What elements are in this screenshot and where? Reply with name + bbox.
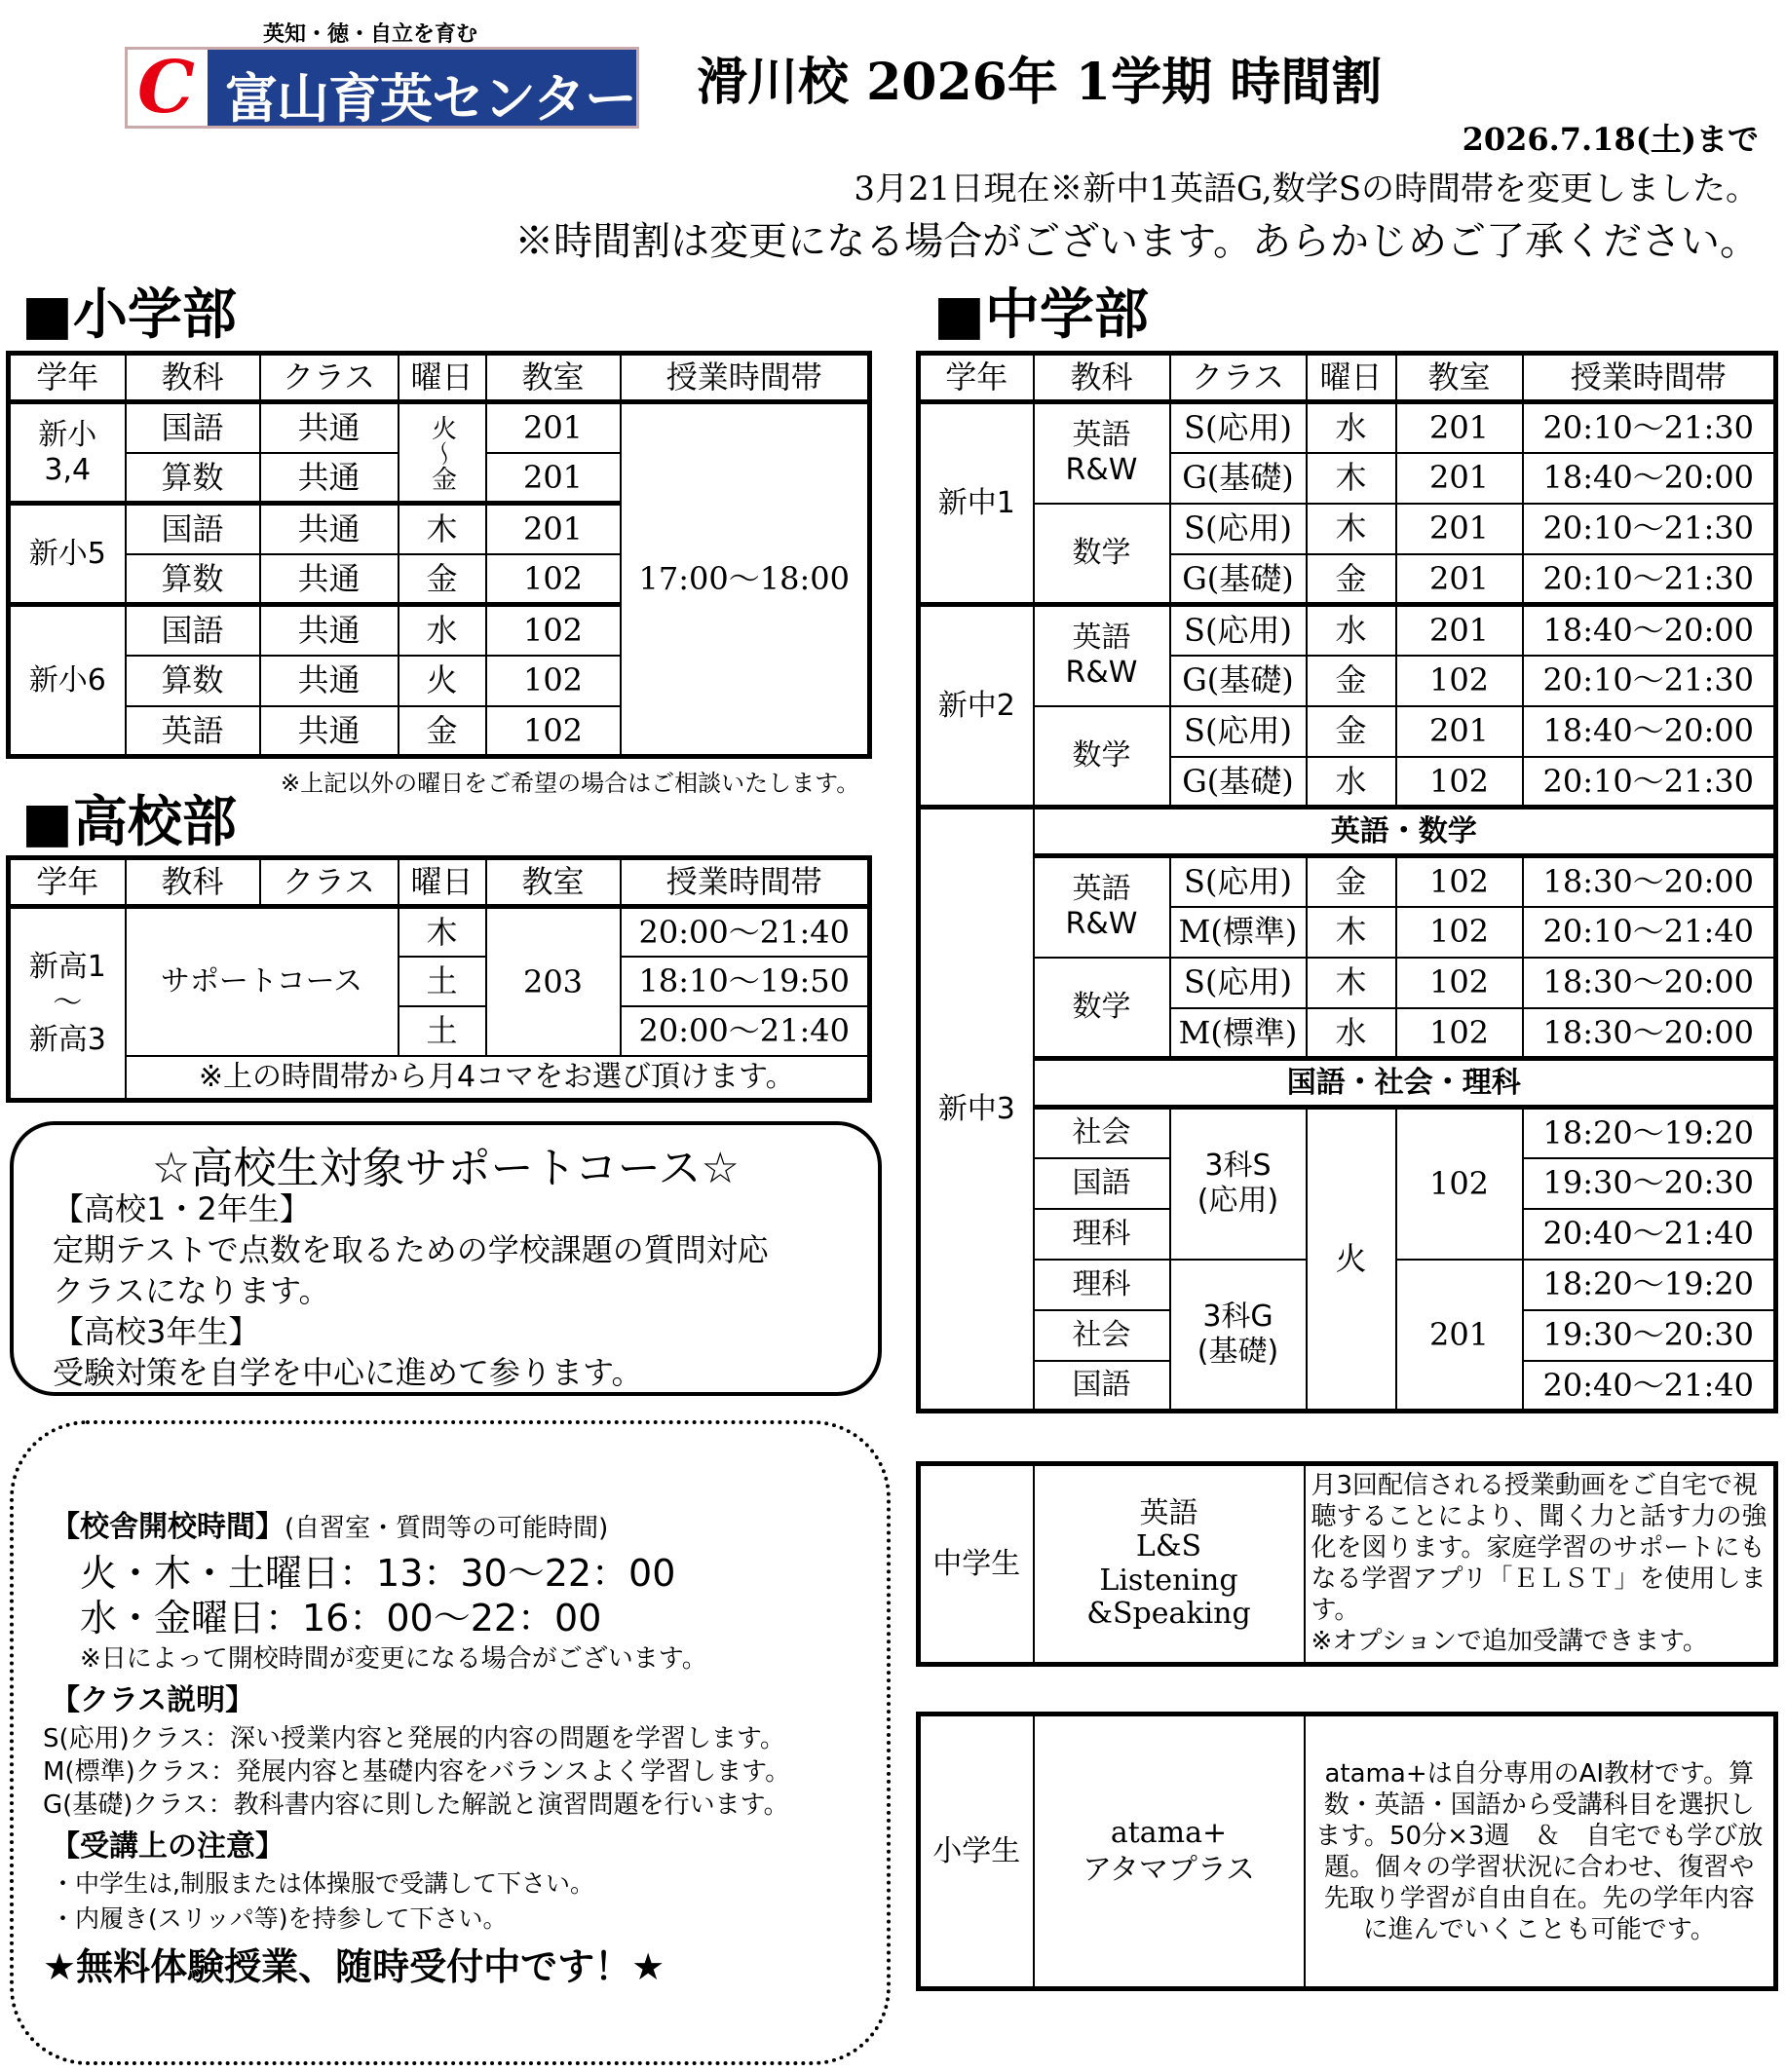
room-cell: 201: [1396, 706, 1523, 757]
room-cell: 201: [1396, 453, 1523, 504]
class-cell: G(基礎): [1170, 554, 1307, 605]
free-trial-banner: ★無料体験授業、随時受付中です！★: [43, 1945, 665, 1988]
ls-course: 英語 L&S Listening &Speaking: [1034, 1464, 1305, 1665]
class-cell: 共通: [260, 656, 399, 706]
ls-table: [916, 1461, 1778, 1667]
class-cell: 共通: [260, 554, 399, 605]
class-desc-line: M(標準)クラス：発展内容と基礎内容をバランスよく学習します。: [43, 1757, 791, 1787]
class-cell: 共通: [260, 605, 399, 656]
day-cell: 金: [1307, 856, 1396, 907]
grade-cell: 新小6: [9, 605, 126, 757]
class-cell: S(応用): [1170, 958, 1307, 1008]
time-cell: 17:00〜18:00: [621, 402, 870, 757]
time-cell: 18:30〜20:00: [1523, 1008, 1776, 1059]
grade-cell: 新中2: [919, 605, 1034, 808]
time-cell: 20:40〜21:40: [1523, 1209, 1776, 1260]
header-subject: 教科: [126, 858, 260, 907]
header-time: 授業時間帯: [621, 354, 870, 402]
time-cell: 18:20〜19:20: [1523, 1108, 1776, 1158]
room-cell: 201: [1396, 605, 1523, 656]
time-cell: 20:00〜21:40: [621, 907, 870, 957]
class-cell: S(応用): [1170, 504, 1307, 554]
room-cell: 201: [486, 504, 621, 554]
header-class: クラス: [260, 858, 399, 907]
time-cell: 19:30〜20:30: [1523, 1310, 1776, 1361]
atama-table: [916, 1712, 1778, 1991]
header-room: 教室: [486, 354, 621, 402]
day-cell: 水: [1307, 757, 1396, 808]
support-line: 【高校3年生】: [53, 1313, 260, 1350]
ls-grade: 中学生: [919, 1464, 1034, 1665]
room-cell: 201: [486, 402, 621, 453]
room-cell: 201: [1396, 402, 1523, 453]
day-cell: 木: [1307, 504, 1396, 554]
subject-cell: 国語: [1034, 1158, 1170, 1209]
ls-description: 月3回配信される授業動画をご自宅で視聴することにより、聞く力と話す力の強化を図ります。家庭学習のサポートにもなる学習アプリ「ＥＬＳＴ」を使用します。 ※オプションで追加受講できます。: [1305, 1464, 1776, 1665]
class-desc-heading: 【クラス説明】: [51, 1683, 255, 1717]
class-cell: 共通: [260, 504, 399, 554]
subject-cell: 算数: [126, 554, 260, 605]
notes-heading: 【受講上の注意】: [51, 1829, 285, 1864]
time-cell: 20:10〜21:30: [1523, 757, 1776, 808]
day-cell: 土: [399, 957, 486, 1006]
opening-hours-note: ※日によって開校時間が変更になる場合がございます。: [80, 1644, 707, 1674]
grade-cell: 新小 3,4: [9, 402, 126, 504]
room-cell: 201: [1396, 554, 1523, 605]
room-cell: 102: [1396, 1008, 1523, 1059]
day-cell: 土: [399, 1006, 486, 1056]
room-cell: 201: [486, 453, 621, 504]
subject-cell: 算数: [126, 656, 260, 706]
day-cell: 金: [1307, 554, 1396, 605]
note-line: ・内履き(スリッパ等)を持参して下さい。: [51, 1904, 508, 1933]
day-cell: 木: [1307, 453, 1396, 504]
header-room: 教室: [1396, 354, 1523, 402]
high-note: ※上の時間帯から月4コマをお選び頂けます。: [126, 1056, 870, 1101]
class-cell: G(基礎): [1170, 757, 1307, 808]
course-cell: サポートコース: [126, 907, 399, 1056]
class-cell: 共通: [260, 706, 399, 757]
change-notice: 3月21日現在※新中1英語G,数学Sの時間帯を変更しました。: [854, 170, 1759, 208]
day-cell: 金: [1307, 706, 1396, 757]
time-cell: 20:10〜21:30: [1523, 656, 1776, 706]
logo-name: 富山育英センター: [225, 68, 636, 130]
time-cell: 18:40〜20:00: [1523, 453, 1776, 504]
class-cell: 3科S (応用): [1170, 1108, 1307, 1260]
day-cell: 木: [399, 907, 486, 957]
class-cell: M(標準): [1170, 907, 1307, 958]
time-cell: 18:20〜19:20: [1523, 1260, 1776, 1310]
subject-cell: 理科: [1034, 1260, 1170, 1310]
subject-cell: 社会: [1034, 1108, 1170, 1158]
room-cell: 102: [486, 605, 621, 656]
atama-description: atama+は自分専用のAI教材です。算数・英語・国語から受講科目を選択します。50分×3週 ＆ 自宅でも学び放題。個々の学習状況に合わせ、復習や先取り学習が自由自在。先の学年内容に進んでいくことも可能です。: [1305, 1714, 1776, 1989]
subject-cell: 英語 R&W: [1034, 402, 1170, 504]
support-line: 受験対策を自学を中心に進めて参ります。: [53, 1354, 643, 1391]
class-cell: S(応用): [1170, 402, 1307, 453]
header-room: 教室: [486, 858, 621, 907]
page-title: 滑川校 2026年 1学期 時間割: [697, 53, 1383, 112]
subject-cell: 数学: [1034, 504, 1170, 605]
subject-cell: 国語: [1034, 1361, 1170, 1412]
middle-heading: ■中学部: [933, 283, 1149, 347]
day-cell: 木: [399, 504, 486, 554]
until-date: 2026.7.18(土)まで: [1462, 121, 1759, 158]
day-cell: 火: [1307, 1108, 1396, 1412]
day-cell: 水: [1307, 605, 1396, 656]
subject-cell: 英語 R&W: [1034, 856, 1170, 958]
time-cell: 20:10〜21:30: [1523, 402, 1776, 453]
header-day: 曜日: [399, 354, 486, 402]
class-desc-line: S(応用)クラス：深い授業内容と発展的内容の問題を学習します。: [43, 1724, 785, 1753]
time-cell: 20:10〜21:40: [1523, 907, 1776, 958]
atama-course: atama+ アタマプラス: [1034, 1714, 1305, 1989]
header-subject: 教科: [126, 354, 260, 402]
room-cell: 102: [1396, 907, 1523, 958]
room-cell: 102: [1396, 656, 1523, 706]
section-label: 国語・社会・理科: [1034, 1059, 1776, 1108]
header-grade: 学年: [9, 858, 126, 907]
elementary-note: ※上記以外の曜日をご希望の場合はご相談いたします。: [281, 770, 860, 797]
time-cell: 18:40〜20:00: [1523, 605, 1776, 656]
opening-hours-1: 火・木・土曜日：13：30〜22：00: [80, 1552, 676, 1595]
subject-cell: 英語: [126, 706, 260, 757]
room-cell: 102: [486, 656, 621, 706]
subject-cell: 数学: [1034, 706, 1170, 808]
header-class: クラス: [260, 354, 399, 402]
room-cell: 102: [486, 554, 621, 605]
time-cell: 20:00〜21:40: [621, 1006, 870, 1056]
class-cell: S(応用): [1170, 706, 1307, 757]
header-class: クラス: [1170, 354, 1307, 402]
opening-hours-2: 水・金曜日：16：00〜22：00: [80, 1597, 602, 1639]
class-cell: 3科G (基礎): [1170, 1260, 1307, 1412]
middle-table: [916, 351, 1778, 1413]
time-cell: 18:10〜19:50: [621, 957, 870, 1006]
disclaimer: ※時間割は変更になる場合がございます。あらかじめご了承ください。: [514, 219, 1759, 264]
day-range: 火〜金: [427, 414, 457, 491]
grade-cell: 新中3: [919, 808, 1034, 1412]
subject-cell: 国語: [126, 605, 260, 656]
class-cell: S(応用): [1170, 856, 1307, 907]
subject-cell: 英語 R&W: [1034, 605, 1170, 706]
grade-cell: 新小5: [9, 504, 126, 605]
time-cell: 18:30〜20:00: [1523, 856, 1776, 907]
time-cell: 20:10〜21:30: [1523, 504, 1776, 554]
header-time: 授業時間帯: [1523, 354, 1776, 402]
time-cell: 18:30〜20:00: [1523, 958, 1776, 1008]
room-cell: 102: [1396, 958, 1523, 1008]
room-cell: 201: [1396, 1260, 1523, 1412]
day-cell: 木: [1307, 907, 1396, 958]
room-cell: 203: [486, 907, 621, 1056]
room-cell: 102: [1396, 856, 1523, 907]
subject-cell: 算数: [126, 453, 260, 504]
logo: [125, 47, 639, 129]
day-cell: 水: [1307, 1008, 1396, 1059]
time-cell: 19:30〜20:30: [1523, 1158, 1776, 1209]
class-cell: 共通: [260, 402, 399, 453]
header-day: 曜日: [399, 858, 486, 907]
high-heading: ■高校部: [21, 791, 237, 854]
day-cell: 火: [399, 656, 486, 706]
class-cell: G(基礎): [1170, 453, 1307, 504]
grade-cell: 新中1: [919, 402, 1034, 605]
class-cell: S(応用): [1170, 605, 1307, 656]
subject-cell: 国語: [126, 402, 260, 453]
elementary-heading: ■小学部: [21, 283, 237, 347]
time-cell: 20:40〜21:40: [1523, 1361, 1776, 1412]
class-cell: M(標準): [1170, 1008, 1307, 1059]
class-cell: 共通: [260, 453, 399, 504]
support-box: [10, 1121, 882, 1396]
subject-cell: 国語: [126, 504, 260, 554]
atama-grade: 小学生: [919, 1714, 1034, 1989]
day-cell: 木: [1307, 958, 1396, 1008]
header-time: 授業時間帯: [621, 858, 870, 907]
class-desc-line: G(基礎)クラス：教科書内容に則した解説と演習問題を行います。: [43, 1790, 789, 1820]
day-cell: 金: [399, 554, 486, 605]
class-cell: G(基礎): [1170, 656, 1307, 706]
support-line: 定期テストで点数を取るための学校課題の質問対応: [53, 1231, 769, 1268]
day-cell: 金: [1307, 656, 1396, 706]
note-line: ・中学生は,制服または体操服で受講して下さい。: [51, 1869, 594, 1898]
support-title: ☆高校生対象サポートコース☆: [152, 1144, 740, 1193]
subject-cell: 社会: [1034, 1310, 1170, 1361]
header-day: 曜日: [1307, 354, 1396, 402]
section-label: 英語・数学: [1034, 808, 1776, 856]
day-range-cell: [399, 402, 486, 504]
high-table: [6, 855, 872, 1103]
info-box: [10, 1420, 891, 2065]
day-cell: 水: [399, 605, 486, 656]
support-line: 【高校1・2年生】: [53, 1190, 311, 1227]
room-cell: 201: [1396, 504, 1523, 554]
room-cell: 102: [1396, 1108, 1523, 1260]
support-line: クラスになります。: [53, 1272, 330, 1309]
header-grade: 学年: [919, 354, 1034, 402]
day-cell: 金: [399, 706, 486, 757]
grade-cell: 新高1 〜 新高3: [9, 907, 126, 1101]
time-cell: 20:10〜21:30: [1523, 554, 1776, 605]
logo-tagline: 英知・徳・自立を育む: [263, 22, 478, 47]
day-cell: 水: [1307, 402, 1396, 453]
logo-mark-icon: C: [128, 50, 208, 126]
subject-cell: 理科: [1034, 1209, 1170, 1260]
room-cell: 102: [486, 706, 621, 757]
elementary-table: [6, 351, 872, 759]
opening-hours-heading: 【校舎開校時間】(自習室・質問等の可能時間): [51, 1510, 609, 1544]
header-grade: 学年: [9, 354, 126, 402]
room-cell: 102: [1396, 757, 1523, 808]
subject-cell: 数学: [1034, 958, 1170, 1059]
header-subject: 教科: [1034, 354, 1170, 402]
time-cell: 18:40〜20:00: [1523, 706, 1776, 757]
